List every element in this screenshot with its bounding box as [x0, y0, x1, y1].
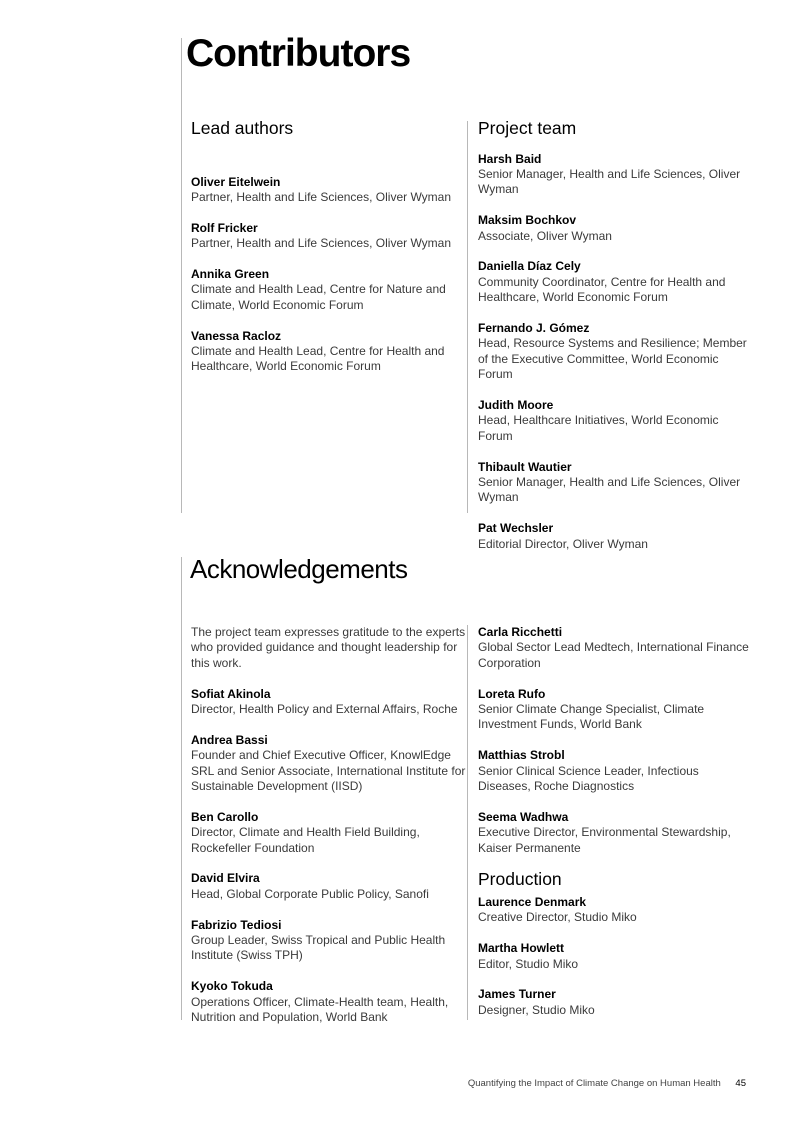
- person-role: Group Leader, Swiss Tropical and Public Health Institute (Swiss TPH): [191, 933, 446, 963]
- person-role: Creative Director, Studio Miko: [478, 910, 637, 925]
- person-name: Loreta Rufo: [478, 686, 546, 701]
- acknowledgements-left-list: [191, 687, 467, 1026]
- contributors-title: Contributors: [186, 32, 411, 75]
- person-role: Director, Climate and Health Field Building, Rockefeller Foundation: [191, 825, 420, 855]
- acknowledgements-right-column: [478, 625, 750, 1034]
- divider-ack-left: [181, 557, 182, 1020]
- person-name: Ben Carollo: [191, 809, 259, 824]
- acknowledgements-title: Acknowledgements: [190, 554, 408, 584]
- person-name: Laurence Denmark: [478, 894, 587, 909]
- person-name: Matthias Strobl: [478, 748, 565, 763]
- contributor-entry: [191, 267, 467, 313]
- contributor-entry: [478, 941, 750, 972]
- person-role: Partner, Health and Life Sciences, Oliver Wyman: [191, 189, 452, 204]
- person-role: Head, Global Corporate Public Policy, Sanofi: [191, 886, 429, 901]
- contributor-entry: [478, 321, 750, 383]
- person-role: Climate and Health Lead, Centre for Health and Healthcare, World Economic Forum: [191, 343, 445, 374]
- page-number: 45: [735, 1078, 746, 1089]
- person-role: Head, Resource Systems and Resilience; Member of the Executive Committee, World Economic Forum: [478, 336, 747, 382]
- contributor-entry: [191, 733, 467, 795]
- person-role: Head, Healthcare Initiatives, World Economic Forum: [478, 413, 719, 443]
- contributor-entry: [191, 329, 467, 375]
- contributor-entry: [191, 918, 467, 964]
- project-team-column: [478, 120, 750, 567]
- divider-contributors-middle: [467, 121, 468, 513]
- person-name: James Turner: [478, 987, 556, 1002]
- person-role: Editor, Studio Miko: [478, 956, 579, 971]
- person-name: Kyoko Tokuda: [191, 979, 273, 994]
- project-team-list: [478, 152, 750, 552]
- person-name: Fabrizio Tediosi: [191, 917, 282, 932]
- person-role: Executive Director, Environmental Stewardship, Kaiser Permanente: [478, 825, 731, 855]
- contributor-entry: [478, 259, 750, 305]
- person-role: Designer, Studio Miko: [478, 1002, 595, 1017]
- lead-authors-column: [191, 120, 467, 390]
- person-name: Judith Moore: [478, 397, 554, 412]
- contributor-entry: [191, 810, 467, 856]
- person-name: Sofiat Akinola: [191, 686, 271, 701]
- person-role: Senior Climate Change Specialist, Climate Investment Funds, World Bank: [478, 702, 705, 732]
- contributor-entry: [478, 398, 750, 444]
- contributor-entry: [478, 213, 750, 244]
- acknowledgements-intro: The project team expresses gratitude to the experts who provided guidance and thought leadership for this work.: [191, 625, 466, 670]
- person-name: Martha Howlett: [478, 941, 565, 956]
- contributor-entry: [191, 175, 467, 206]
- contributor-entry: [191, 221, 467, 252]
- person-name: Seema Wadhwa: [478, 809, 569, 824]
- person-role: Partner, Health and Life Sciences, Oliver Wyman: [191, 236, 452, 251]
- contributor-entry: [191, 979, 467, 1025]
- person-name: Daniella Díaz Cely: [478, 259, 581, 274]
- person-name: Rolf Fricker: [191, 220, 258, 235]
- contributor-entry: [478, 625, 750, 671]
- contributor-entry: [478, 987, 750, 1018]
- contributor-entry: [191, 871, 467, 902]
- person-role: Senior Manager, Health and Life Sciences, Oliver Wyman: [478, 474, 741, 505]
- contributor-entry: [478, 895, 750, 926]
- person-name: Carla Ricchetti: [478, 625, 563, 639]
- person-role: Editorial Director, Oliver Wyman: [478, 536, 648, 551]
- lead-authors-heading: Lead authors: [191, 118, 294, 138]
- person-role: Global Sector Lead Medtech, International Finance Corporation: [478, 640, 749, 670]
- person-name: Vanessa Racloz: [191, 328, 282, 343]
- production-heading: Production: [478, 869, 562, 890]
- contributor-entry: [478, 810, 750, 856]
- person-name: Andrea Bassi: [191, 732, 268, 747]
- lead-authors-list: [191, 175, 467, 375]
- footer-report-title: Quantifying the Impact of Climate Change on Human Health: [467, 1078, 721, 1089]
- person-role: Climate and Health Lead, Centre for Nature and Climate, World Economic Forum: [191, 282, 446, 312]
- acknowledgements-left-column: [191, 625, 467, 1041]
- person-name: Annika Green: [191, 266, 270, 281]
- contributor-entry: [478, 687, 750, 733]
- divider-contributors-left: [181, 38, 182, 513]
- production-list: [478, 895, 750, 1018]
- person-name: Fernando J. Gómez: [478, 320, 590, 335]
- contributor-entry: [478, 152, 750, 198]
- divider-ack-middle: [467, 625, 468, 1020]
- person-name: Thibault Wautier: [478, 459, 572, 474]
- person-role: Founder and Chief Executive Officer, KnowlEdge SRL and Senior Associate, International Institute for Sustainable Development (IISD): [191, 748, 466, 794]
- person-role: Senior Clinical Science Leader, Infectious Diseases, Roche Diagnostics: [478, 763, 699, 794]
- person-name: Harsh Baid: [478, 151, 542, 166]
- page-footer: [468, 1078, 746, 1089]
- person-name: Maksim Bochkov: [478, 213, 577, 228]
- person-role: Operations Officer, Climate-Health team, Health, Nutrition and Population, World Bank: [191, 994, 449, 1025]
- contributor-entry: [478, 521, 750, 552]
- contributor-entry: [191, 687, 467, 718]
- contributor-entry: [478, 748, 750, 794]
- person-name: David Elvira: [191, 871, 260, 886]
- person-role: Community Coordinator, Centre for Health and Healthcare, World Economic Forum: [478, 274, 726, 305]
- acknowledgements-right-list: [478, 625, 750, 856]
- person-name: Oliver Eitelwein: [191, 174, 281, 189]
- person-role: Director, Health Policy and External Affairs, Roche: [191, 702, 458, 717]
- person-role: Senior Manager, Health and Life Sciences, Oliver Wyman: [478, 166, 741, 197]
- contributor-entry: [478, 460, 750, 506]
- person-name: Pat Wechsler: [478, 521, 554, 536]
- person-role: Associate, Oliver Wyman: [478, 228, 612, 243]
- project-team-heading: Project team: [478, 118, 577, 138]
